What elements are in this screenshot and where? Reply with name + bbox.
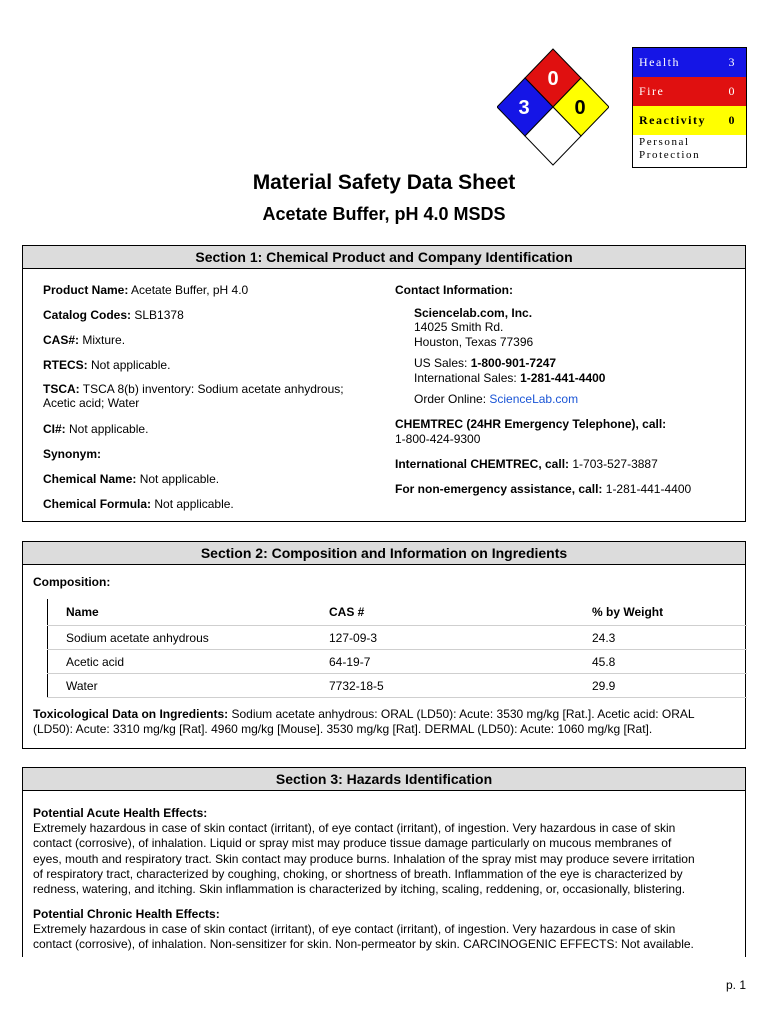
intl-sales-field (414, 371, 605, 385)
hmis-ppe-line2: Protection (639, 149, 701, 161)
chemical-name-label: Chemical Name: (43, 472, 137, 486)
contact-info-label: Contact Information: (395, 283, 513, 297)
ingredient-name: Sodium acetate anhydrous (48, 626, 312, 650)
chemtrec-phone: 1-800-424-9300 (395, 432, 481, 446)
product-name-label: Product Name: (43, 283, 129, 297)
company-name: Sciencelab.com, Inc. (414, 306, 533, 320)
us-sales-phone: 1-800-901-7247 (470, 356, 557, 370)
acute-effects-label: Potential Acute Health Effects: (33, 806, 208, 820)
ingredient-weight: 24.3 (574, 626, 747, 650)
order-online-label: Order Online: (414, 392, 487, 406)
acute-line: redness, watering, and itching. Skin inflammation is characterized by itching, scaling, reddening, or, occasionally, blistering. (33, 882, 686, 897)
page-number: p. 1 (725, 978, 746, 992)
ingredient-name: Acetic acid (48, 650, 312, 674)
hmis-fire-value: 0 (728, 84, 736, 98)
chronic-effects-text (33, 922, 743, 953)
ci-value: Not applicable. (69, 422, 149, 436)
ci-label: CI#: (43, 422, 66, 436)
column-header-cas: CAS # (311, 599, 574, 626)
hmis-reactivity-label: Reactivity (639, 113, 706, 127)
table-row (48, 674, 748, 698)
catalog-field (43, 308, 184, 322)
table-row (48, 650, 748, 674)
sciencelab-link[interactable]: ScienceLab.com (489, 392, 579, 406)
chemical-formula-value: Not applicable. (154, 497, 234, 511)
toxicological-line2: (LD50): Acute: 3310 mg/kg [Rat]. 4960 mg/kg [Mouse]. 3530 mg/kg [Rat]. DERMAL (LD50): Acute: 1060 mg/kg [Rat]. (33, 722, 653, 737)
section-1-header: Section 1: Chemical Product and Company Identification (23, 246, 745, 269)
hmis-label (632, 47, 747, 168)
acute-line: Extremely hazardous in case of skin contact (irritant), of eye contact (irritant), of ingestion. Very hazardous in case of skin (33, 821, 676, 835)
intl-sales-label: International Sales: (414, 371, 517, 385)
chronic-line: Extremely hazardous in case of skin contact (irritant), of eye contact (irritant), of ingestion. Very hazardous in case of skin (33, 922, 676, 936)
ingredient-cas: 64-19-7 (311, 650, 574, 674)
acute-line: of respiratory tract, characterized by coughing, choking, or shortness of breath. Inflammation of the eye is characterized by (33, 866, 683, 881)
intl-chemtrec-phone: 1-703-527-3887 (572, 457, 658, 471)
intl-chemtrec-label: International CHEMTREC, call: (395, 457, 570, 471)
synonym-field (43, 447, 101, 461)
section-3 (22, 767, 746, 957)
order-online-field (414, 392, 578, 406)
ingredients-table (47, 599, 747, 698)
nfpa-health: 3 (518, 97, 530, 119)
chemical-formula-label: Chemical Formula: (43, 497, 152, 511)
acute-effects-text (33, 821, 743, 897)
intl-sales-phone: 1-281-441-4400 (520, 371, 606, 385)
chronic-effects-label: Potential Chronic Health Effects: (33, 907, 220, 921)
address-line1: 14025 Smith Rd. (414, 320, 504, 334)
acute-line: eyes, mouth and respiratory tract. Skin contact may produce burns. Inhalation of the spray mist may produce severe irritation (33, 851, 695, 866)
tsca-value-line2: Acetic acid; Water (43, 396, 140, 410)
hmis-reactivity-value: 0 (728, 113, 736, 127)
nfpa-diamond (497, 48, 609, 166)
hmis-reactivity-row (633, 106, 746, 135)
nfpa-flammability: 0 (547, 68, 559, 90)
address-line2: Houston, Texas 77396 (414, 335, 534, 349)
cas-value: Mixture. (82, 333, 126, 347)
table-header-row (48, 599, 748, 626)
document-title: Material Safety Data Sheet (252, 171, 516, 194)
toxicological-line1: Sodium acetate anhydrous: ORAL (LD50): Acute: 3530 mg/kg [Rat.]. Acetic acid: ORAL (231, 707, 695, 721)
hmis-health-value: 3 (728, 55, 736, 69)
rtecs-field (43, 358, 170, 372)
tsca-field (43, 382, 344, 410)
acute-line: contact (corrosive), of inhalation. Liquid or spray mist may produce tissue damage particularly on mucous membranes of (33, 836, 672, 851)
chronic-line: contact (corrosive), of inhalation. Non-sensitizer for skin. Non-permeator by skin. CARCINOGENIC EFFECTS: Not available. (33, 937, 694, 952)
ingredient-weight: 45.8 (574, 650, 747, 674)
toxicological-data (33, 707, 743, 738)
ci-field (43, 422, 148, 436)
synonym-label: Synonym: (43, 447, 102, 461)
column-header-name: Name (48, 599, 312, 626)
chemical-formula-field (43, 497, 234, 511)
cas-label: CAS#: (43, 333, 80, 347)
hmis-health-row (633, 48, 746, 77)
chemical-name-field (43, 472, 219, 486)
ingredient-cas: 127-09-3 (311, 626, 574, 650)
hmis-health-label: Health (639, 55, 680, 69)
hmis-ppe-row (633, 135, 746, 167)
nfpa-reactivity: 0 (574, 97, 586, 119)
table-row (48, 626, 748, 650)
document-subtitle: Acetate Buffer, pH 4.0 MSDS (262, 204, 506, 224)
ingredient-weight: 29.9 (574, 674, 747, 698)
cas-field (43, 333, 125, 347)
product-name-field (43, 283, 248, 297)
rtecs-label: RTECS: (43, 358, 88, 372)
section-2-header: Section 2: Composition and Information on Ingredients (23, 542, 745, 565)
rtecs-value: Not applicable. (91, 358, 171, 372)
section-2 (22, 541, 746, 749)
chemtrec-label: CHEMTREC (24HR Emergency Telephone), call: (395, 417, 667, 431)
non-emergency-phone: 1-281-441-4400 (605, 482, 692, 496)
catalog-label: Catalog Codes: (43, 308, 132, 322)
chemical-name-value: Not applicable. (139, 472, 220, 486)
section-1 (22, 245, 746, 522)
column-header-weight: % by Weight (574, 599, 747, 626)
hmis-fire-row (633, 77, 746, 106)
product-name-value: Acetate Buffer, pH 4.0 (131, 283, 249, 297)
hmis-fire-label: Fire (639, 84, 665, 98)
catalog-value: SLB1378 (134, 308, 184, 322)
tsca-label: TSCA: (43, 382, 80, 396)
ingredient-cas: 7732-18-5 (311, 674, 574, 698)
ingredient-name: Water (48, 674, 312, 698)
hmis-ppe-line1: Personal (639, 136, 690, 148)
us-sales-label: US Sales: (414, 356, 468, 370)
non-emergency-field (395, 482, 691, 496)
intl-chemtrec-field (395, 457, 658, 471)
tsca-value-line1: TSCA 8(b) inventory: Sodium acetate anhydrous; (82, 382, 344, 396)
non-emergency-label: For non-emergency assistance, call: (395, 482, 603, 496)
toxicological-label: Toxicological Data on Ingredients: (33, 707, 229, 721)
section-3-header: Section 3: Hazards Identification (23, 768, 745, 791)
composition-label: Composition: (33, 575, 111, 589)
us-sales-field (414, 356, 556, 370)
